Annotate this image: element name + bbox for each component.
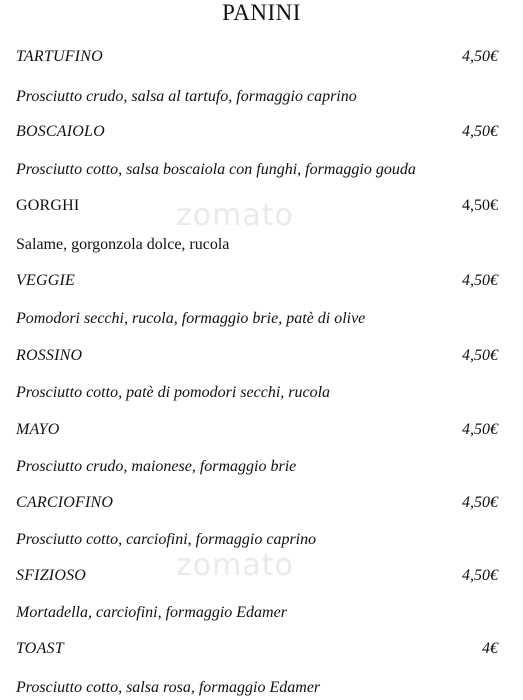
item-name: ROSSINO [16, 347, 83, 364]
item-name: TARTUFINO [16, 48, 103, 65]
item-description: Prosciutto crudo, salsa al tartufo, formaggio caprino [16, 88, 357, 105]
item-price: 4,50€ [462, 494, 498, 511]
item-price: 4,50€ [462, 567, 498, 584]
menu-item [0, 123, 523, 147]
item-name: SFIZIOSO [16, 567, 87, 584]
watermark-zomato: zomato [176, 198, 294, 233]
menu-item [0, 272, 523, 296]
item-description: Pomodori secchi, rucola, formaggio brie, patè di olive [16, 310, 366, 327]
item-price: 4,50€ [462, 272, 498, 289]
item-name: MAYO [16, 421, 60, 438]
item-description: Prosciutto cotto, salsa rosa, formaggio Edamer [16, 679, 321, 696]
item-price: 4,50€ [462, 197, 498, 214]
item-price: 4€ [482, 640, 498, 657]
item-price: 4,50€ [462, 48, 498, 65]
item-price: 4,50€ [462, 347, 498, 364]
item-name: TOAST [16, 640, 64, 657]
item-name: CARCIOFINO [16, 494, 114, 511]
menu-item [0, 567, 523, 591]
item-description: Salame, gorgonzola dolce, rucola [16, 236, 230, 253]
item-description: Prosciutto crudo, maionese, formaggio brie [16, 458, 297, 475]
item-description: Prosciutto cotto, salsa boscaiola con funghi, formaggio gouda [16, 161, 416, 178]
item-name: BOSCAIOLO [16, 123, 105, 140]
menu-item [0, 494, 523, 518]
menu-title: PANINI [222, 0, 301, 25]
item-description: Mortadella, carciofini, formaggio Edamer [16, 604, 287, 621]
menu-item [0, 421, 523, 445]
item-name: GORGHI [16, 197, 80, 214]
menu-item [0, 48, 523, 72]
watermark-zomato: zomato [176, 548, 294, 583]
menu-item [0, 640, 523, 664]
item-description: Prosciutto cotto, carciofini, formaggio caprino [16, 531, 317, 548]
menu-item [0, 347, 523, 371]
menu-item [0, 197, 523, 221]
item-price: 4,50€ [462, 421, 498, 438]
item-description: Prosciutto cotto, patè di pomodori secchi, rucola [16, 384, 331, 401]
item-price: 4,50€ [462, 123, 498, 140]
item-name: VEGGIE [16, 272, 75, 289]
